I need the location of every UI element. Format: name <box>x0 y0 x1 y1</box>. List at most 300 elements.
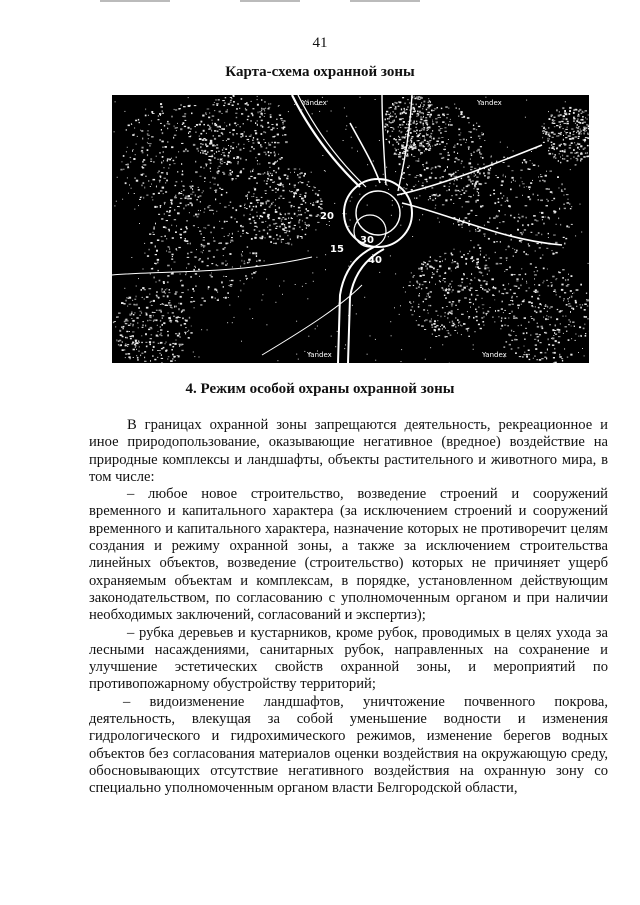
terrain-speck <box>455 305 456 306</box>
terrain-speck <box>455 194 457 196</box>
terrain-speck <box>463 287 466 289</box>
terrain-speck <box>585 152 587 154</box>
terrain-speck <box>156 250 158 252</box>
terrain-speck <box>215 297 216 299</box>
terrain-speck <box>119 330 120 332</box>
terrain-speck <box>130 157 132 158</box>
terrain-speck <box>554 348 555 350</box>
terrain-speck <box>168 313 169 314</box>
terrain-speck <box>539 359 541 361</box>
terrain-speck <box>548 188 550 190</box>
terrain-speck <box>222 100 225 101</box>
terrain-speck <box>307 184 308 185</box>
terrain-speck <box>542 126 543 127</box>
terrain-speck <box>528 321 529 322</box>
terrain-speck <box>469 328 470 329</box>
terrain-speck <box>552 276 554 278</box>
terrain-speck <box>436 194 437 195</box>
terrain-speck <box>418 304 420 305</box>
terrain-speck <box>449 322 450 323</box>
terrain-speck <box>156 291 158 293</box>
terrain-speck <box>473 317 475 319</box>
terrain-speck <box>538 307 540 308</box>
terrain-speck <box>473 247 474 249</box>
terrain-speck <box>175 185 177 186</box>
terrain-speck <box>159 139 161 141</box>
terrain-speck <box>416 130 418 132</box>
terrain-speck <box>503 293 504 294</box>
terrain-speck <box>169 300 170 301</box>
terrain-speck <box>266 203 267 204</box>
terrain-speck <box>179 308 180 310</box>
terrain-speck <box>144 289 146 290</box>
terrain-speck <box>249 206 250 208</box>
terrain-speck <box>281 240 282 241</box>
terrain-speck <box>169 230 170 232</box>
terrain-speck <box>161 129 162 131</box>
terrain-speck <box>214 102 215 103</box>
terrain-speck <box>567 202 570 203</box>
terrain-speck <box>199 276 200 277</box>
terrain-speck <box>525 328 526 329</box>
terrain-speck <box>269 206 271 207</box>
terrain-speck <box>422 214 423 215</box>
terrain-speck <box>307 210 310 211</box>
terrain-speck <box>141 312 142 314</box>
terrain-speck <box>458 325 459 326</box>
terrain-speck <box>240 133 241 135</box>
terrain-speck <box>542 216 545 218</box>
terrain-speck <box>561 284 563 286</box>
terrain-speck <box>500 328 501 329</box>
terrain-speck <box>260 205 262 207</box>
terrain-speck <box>563 115 565 117</box>
terrain-speck <box>390 122 393 123</box>
terrain-speck <box>468 318 469 319</box>
terrain-speck <box>454 145 455 146</box>
terrain-speck <box>283 123 284 124</box>
terrain-speck <box>566 155 568 157</box>
terrain-speck <box>193 352 194 353</box>
terrain-speck <box>431 319 432 320</box>
terrain-speck <box>586 293 587 294</box>
terrain-speck <box>159 180 161 181</box>
terrain-speck <box>148 124 150 125</box>
terrain-speck <box>556 318 558 320</box>
terrain-speck <box>217 126 219 128</box>
terrain-speck <box>533 164 536 166</box>
terrain-speck <box>180 324 182 326</box>
terrain-speck <box>445 289 447 291</box>
terrain-speck <box>238 296 239 297</box>
terrain-speck <box>526 290 528 292</box>
terrain-speck <box>447 159 449 160</box>
terrain-speck <box>264 238 266 239</box>
terrain-speck <box>562 183 563 185</box>
terrain-speck <box>129 331 130 332</box>
terrain-speck <box>554 253 555 254</box>
terrain-speck <box>567 357 568 358</box>
terrain-speck <box>293 197 294 198</box>
terrain-speck <box>173 358 174 360</box>
terrain-speck <box>315 193 317 195</box>
terrain-speck <box>521 242 522 243</box>
terrain-speck <box>535 291 537 293</box>
terrain-speck <box>467 177 469 178</box>
terrain-speck <box>227 235 229 236</box>
terrain-speck <box>450 199 452 201</box>
terrain-speck <box>174 306 175 308</box>
terrain-speck <box>433 138 435 140</box>
terrain-speck <box>171 225 172 226</box>
terrain-speck <box>297 189 300 191</box>
terrain-speck <box>258 142 260 143</box>
terrain-speck <box>265 209 266 210</box>
terrain-speck <box>530 316 532 317</box>
terrain-speck <box>156 310 158 311</box>
terrain-speck <box>537 195 538 196</box>
terrain-speck <box>137 322 138 323</box>
terrain-speck <box>275 228 277 229</box>
terrain-speck <box>401 108 402 110</box>
terrain-speck <box>395 171 396 172</box>
terrain-speck <box>533 358 534 359</box>
terrain-speck <box>505 176 506 178</box>
terrain-speck <box>159 113 161 115</box>
terrain-speck <box>170 360 173 362</box>
terrain-speck <box>569 132 571 134</box>
terrain-speck <box>576 289 578 291</box>
terrain-speck <box>312 272 313 273</box>
terrain-speck <box>260 202 263 203</box>
terrain-speck <box>147 133 149 134</box>
terrain-speck <box>559 354 560 356</box>
terrain-speck <box>161 354 162 356</box>
list-item: – рубка деревьев и кустарников, кроме рубок, проводимых в целях ухода за лесными насаждениями, санитарных рубок, направленных на сохранение и улучшение эстетических свойств охранной зоны, и мероприятий по противопожарному обустройству территорий; <box>89 624 608 693</box>
terrain-speck <box>446 288 447 289</box>
terrain-speck <box>268 143 269 144</box>
terrain-speck <box>258 173 260 174</box>
terrain-speck <box>196 199 198 200</box>
terrain-speck <box>435 144 437 145</box>
terrain-speck <box>232 147 234 149</box>
terrain-speck <box>516 278 518 280</box>
terrain-speck <box>578 126 580 127</box>
terrain-speck <box>544 123 545 124</box>
terrain-speck <box>503 157 505 158</box>
terrain-speck <box>160 329 162 330</box>
terrain-speck <box>322 155 323 156</box>
terrain-speck <box>273 224 275 225</box>
terrain-speck <box>585 110 587 111</box>
terrain-speck <box>411 141 412 143</box>
terrain-speck <box>544 131 545 132</box>
terrain-speck <box>280 214 282 215</box>
terrain-speck <box>463 254 465 255</box>
terrain-speck <box>562 269 564 270</box>
terrain-speck <box>150 274 151 275</box>
terrain-speck <box>540 176 542 177</box>
terrain-speck <box>528 225 529 226</box>
terrain-speck <box>571 338 572 339</box>
terrain-speck <box>266 147 267 148</box>
terrain-speck <box>294 225 296 226</box>
terrain-speck <box>440 128 441 129</box>
terrain-speck <box>280 183 282 185</box>
terrain-speck <box>415 185 416 186</box>
terrain-speck <box>528 350 530 352</box>
terrain-speck <box>503 174 504 175</box>
terrain-speck <box>416 160 417 161</box>
terrain-speck <box>282 122 283 123</box>
document-body <box>89 417 608 798</box>
terrain-speck <box>457 291 460 293</box>
terrain-speck <box>392 122 394 123</box>
terrain-speck <box>141 130 143 132</box>
terrain-speck <box>185 205 186 207</box>
terrain-speck <box>201 244 203 245</box>
terrain-speck <box>180 344 182 346</box>
terrain-speck <box>126 129 127 131</box>
terrain-speck <box>473 349 474 350</box>
terrain-speck <box>180 237 182 238</box>
terrain-speck <box>404 109 405 111</box>
terrain-speck <box>420 145 422 147</box>
terrain-speck <box>553 198 555 200</box>
terrain-speck <box>253 169 254 170</box>
terrain-speck <box>269 229 271 231</box>
terrain-speck <box>583 122 586 123</box>
terrain-speck <box>262 294 263 295</box>
terrain-speck <box>176 157 177 159</box>
terrain-speck <box>426 133 427 135</box>
terrain-speck <box>150 161 152 162</box>
terrain-speck <box>302 221 303 222</box>
terrain-speck <box>448 124 449 126</box>
terrain-speck <box>450 289 451 290</box>
terrain-speck <box>352 305 353 306</box>
terrain-speck <box>306 227 307 228</box>
terrain-speck <box>124 288 125 289</box>
terrain-speck <box>277 184 280 185</box>
terrain-speck <box>232 180 233 181</box>
terrain-speck <box>426 163 428 164</box>
terrain-speck <box>552 153 553 155</box>
terrain-speck <box>147 154 148 156</box>
terrain-speck <box>262 216 264 218</box>
terrain-speck <box>163 167 164 168</box>
terrain-speck <box>541 304 542 305</box>
terrain-speck <box>248 259 250 261</box>
terrain-speck <box>421 141 424 142</box>
terrain-speck <box>199 357 200 358</box>
terrain-speck <box>429 282 430 284</box>
terrain-speck <box>251 210 253 211</box>
terrain-speck <box>243 230 244 231</box>
terrain-speck <box>224 122 225 123</box>
terrain-speck <box>578 122 580 123</box>
terrain-speck <box>407 150 409 152</box>
terrain-speck <box>168 356 170 357</box>
terrain-speck <box>279 115 281 116</box>
terrain-speck <box>255 237 257 239</box>
terrain-speck <box>440 177 442 179</box>
terrain-speck <box>211 210 213 211</box>
terrain-speck <box>499 211 500 213</box>
terrain-speck <box>144 361 146 362</box>
terrain-speck <box>243 168 245 169</box>
terrain-speck <box>255 234 257 235</box>
terrain-speck <box>225 297 227 299</box>
terrain-speck <box>196 132 197 133</box>
terrain-speck <box>546 131 548 133</box>
terrain-speck <box>398 149 400 150</box>
terrain-speck <box>575 302 577 304</box>
terrain-speck <box>389 142 390 144</box>
terrain-speck <box>161 106 164 108</box>
terrain-speck <box>535 345 537 346</box>
terrain-speck <box>473 303 474 305</box>
terrain-speck <box>281 120 283 121</box>
terrain-speck <box>343 140 344 141</box>
terrain-speck <box>396 102 397 104</box>
terrain-speck <box>178 247 180 248</box>
terrain-speck <box>188 263 190 265</box>
terrain-speck <box>267 214 270 216</box>
terrain-speck <box>460 144 461 146</box>
terrain-speck <box>136 180 138 182</box>
terrain-speck <box>407 106 408 107</box>
terrain-speck <box>475 266 477 267</box>
terrain-speck <box>413 275 415 276</box>
terrain-speck <box>249 218 251 220</box>
terrain-speck <box>469 283 470 284</box>
terrain-speck <box>315 328 316 329</box>
terrain-speck <box>229 253 231 255</box>
terrain-speck <box>146 296 149 298</box>
terrain-speck <box>572 137 575 139</box>
terrain-speck <box>442 121 444 123</box>
terrain-speck <box>444 186 446 187</box>
terrain-speck <box>554 126 556 127</box>
terrain-speck <box>252 170 253 172</box>
terrain-speck <box>484 175 486 177</box>
terrain-speck <box>168 292 170 293</box>
terrain-speck <box>522 233 523 235</box>
terrain-speck <box>511 340 513 341</box>
terrain-speck <box>210 188 212 189</box>
terrain-speck <box>418 268 420 270</box>
section-heading: 4. Режим особой охраны охранной зоны <box>185 381 455 397</box>
terrain-speck <box>260 146 262 148</box>
terrain-speck <box>424 104 425 106</box>
terrain-speck <box>431 277 433 279</box>
terrain-speck <box>478 261 480 263</box>
terrain-speck <box>419 133 421 134</box>
terrain-speck <box>459 218 460 220</box>
terrain-speck <box>227 292 228 294</box>
terrain-speck <box>209 143 212 145</box>
terrain-speck <box>542 219 543 220</box>
terrain-speck <box>171 259 173 260</box>
terrain-speck <box>395 102 396 104</box>
terrain-speck <box>482 157 483 159</box>
terrain-speck <box>131 257 132 258</box>
terrain-speck <box>425 299 428 300</box>
terrain-speck <box>163 347 165 348</box>
terrain-speck <box>414 310 415 312</box>
terrain-speck <box>146 346 147 347</box>
terrain-speck <box>435 311 437 312</box>
terrain-speck <box>291 217 292 218</box>
terrain-speck <box>212 115 215 116</box>
terrain-speck <box>398 143 399 145</box>
terrain-speck <box>305 222 306 223</box>
terrain-speck <box>426 181 428 182</box>
terrain-speck <box>153 315 154 317</box>
terrain-speck <box>448 285 450 286</box>
terrain-speck <box>560 224 561 226</box>
terrain-speck <box>513 316 515 317</box>
terrain-speck <box>564 208 566 209</box>
terrain-speck <box>388 108 390 109</box>
terrain-speck <box>224 247 226 248</box>
terrain-speck <box>565 149 566 150</box>
terrain-speck <box>250 151 252 152</box>
terrain-speck <box>142 327 144 328</box>
terrain-speck <box>253 196 254 197</box>
terrain-speck <box>489 217 491 219</box>
terrain-speck <box>467 213 469 215</box>
terrain-speck <box>449 283 451 285</box>
terrain-speck <box>159 280 161 282</box>
terrain-speck <box>395 107 396 108</box>
terrain-speck <box>518 307 519 308</box>
terrain-speck <box>479 138 480 139</box>
terrain-speck <box>548 237 549 238</box>
terrain-speck <box>582 111 583 112</box>
terrain-speck <box>174 343 176 345</box>
terrain-speck <box>257 139 259 141</box>
terrain-speck <box>541 243 542 244</box>
terrain-speck <box>279 226 280 228</box>
terrain-speck <box>186 240 188 242</box>
terrain-speck <box>442 328 443 330</box>
terrain-speck <box>384 126 386 128</box>
terrain-speck <box>257 120 258 121</box>
terrain-speck <box>300 214 302 216</box>
terrain-speck <box>223 105 225 106</box>
terrain-speck <box>293 228 295 230</box>
terrain-speck <box>268 108 270 109</box>
terrain-speck <box>149 249 150 251</box>
terrain-speck <box>449 186 450 187</box>
terrain-speck <box>204 168 205 169</box>
terrain-speck <box>564 298 565 300</box>
terrain-speck <box>506 257 508 259</box>
terrain-speck <box>454 330 456 331</box>
terrain-speck <box>254 189 256 191</box>
terrain-speck <box>214 177 216 179</box>
terrain-speck <box>261 113 263 115</box>
terrain-speck <box>252 140 253 142</box>
terrain-speck <box>478 195 480 196</box>
terrain-speck <box>165 305 168 307</box>
terrain-speck <box>244 131 245 133</box>
terrain-speck <box>250 253 251 254</box>
terrain-speck <box>457 309 458 310</box>
terrain-speck <box>245 195 247 196</box>
